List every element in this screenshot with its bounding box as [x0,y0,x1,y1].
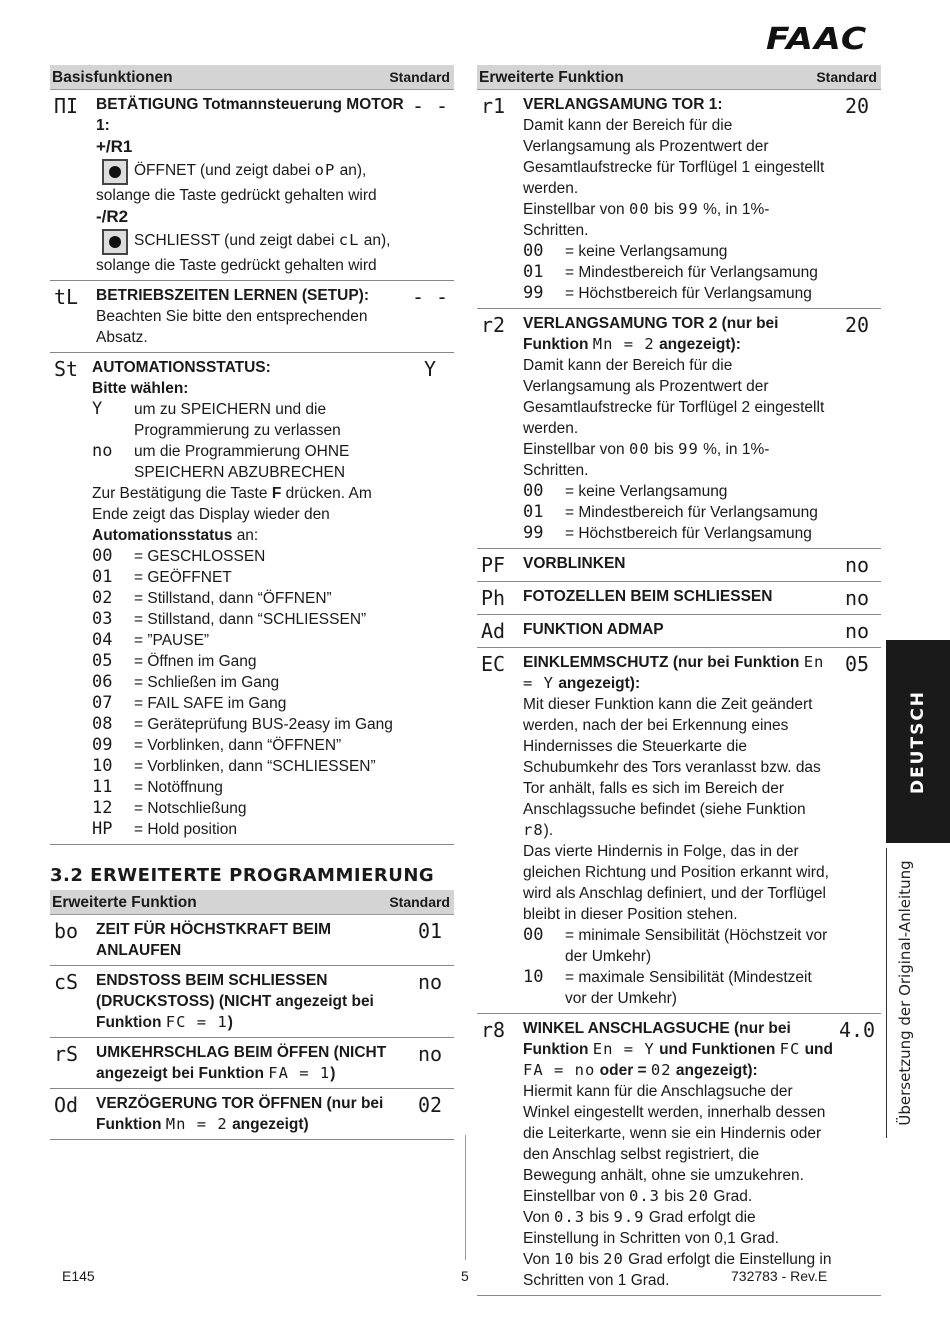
display-code: FA = 1 [268,1064,331,1082]
option-code: 00 [523,925,544,945]
function-subtitle: Bitte wählen: [92,380,189,397]
range-text: bis [653,441,674,458]
option-code: 03 [92,609,113,629]
function-title-end: ) [330,1065,336,1082]
option-text: = keine Verlangsamung [565,243,728,260]
function-title: VERLANGSAMUNG TOR 1: [523,96,723,113]
page-number: 5 [461,1268,469,1284]
function-text: Damit kann der Bereich für die Verlangsamung als Prozentwert der Gesamtlaufstrecke für Torflügel 1 eingestellt werden. [523,117,825,197]
option-text: = FAIL SAFE im Gang [134,695,287,712]
list-item [92,693,406,714]
key-label-minus: -/R2 [96,207,129,226]
function-title: VERZÖGERUNG TOR ÖFFNEN (nur bei Funktion [96,1095,384,1133]
option-text: = Mindestbereich für Verlangsamung [565,264,818,281]
open-tail: an), solange die Taste gedrückt gehalten wird [96,162,377,204]
option-code: 12 [92,798,113,818]
option-text: um die Programmierung OHNE SPEICHERN ABZUBRECHEN [134,443,350,481]
option-list [523,925,833,1009]
list-item [92,798,406,819]
display-code: 99 [678,440,699,458]
option-code: 08 [92,714,113,734]
table-row-pf [477,549,881,582]
range-text: Einstellbar von [523,441,625,458]
function-title: AUTOMATIONSSTATUS: [92,359,271,376]
confirm-text: drücken. Am Ende zeigt das Display wieder den [92,485,372,523]
display-code: Mn = 2 [165,1115,228,1133]
column-divider [465,1135,466,1260]
display-code: 99 [678,200,699,218]
table-header [477,65,881,90]
range-text: Grad erfolgt die Einstellung in Schritten von 0,1 Grad. [523,1209,779,1247]
function-code: PF [481,553,506,577]
option-code: 00 [523,481,544,501]
range-text: %, in 1%-Schritten. [523,441,770,479]
option-code: 07 [92,693,113,713]
header-standard: Standard [389,68,450,85]
range-text: Einstellbar von [523,1188,625,1205]
function-text: Beachten Sie bitte den entsprechenden Absatz. [96,308,368,346]
option-text: = Hold position [134,821,237,838]
option-text: = Stillstand, dann “ÖFFNEN” [134,590,332,607]
list-item [523,502,833,523]
display-code: r8 [523,821,544,839]
left-column [50,65,454,1140]
display-code: cL [338,231,360,250]
table-row-ph [477,582,881,615]
range-text: Von [523,1209,550,1226]
table-header [50,65,454,90]
option-code: 09 [92,735,113,755]
option-code: 00 [523,241,544,261]
range-text: bis [664,1188,685,1205]
function-code: Ad [481,619,506,643]
display-code: oP [314,161,336,180]
function-title: WINKEL ANSCHLAGSUCHE (nur bei Funktion [523,1020,791,1058]
function-code: Od [54,1093,79,1117]
key-f: F [271,485,282,502]
close-text: SCHLIESST (und zeigt dabei [134,232,335,250]
standard-value: 02 [417,1093,443,1117]
option-code: 01 [92,567,113,587]
display-code: 00 [628,200,650,218]
option-text: = maximale Sensibilität (Mindestzeit vor der Umkehr) [565,969,812,1007]
function-title: oder = [599,1062,647,1079]
table-row-r8 [477,1014,881,1296]
range-text: bis [589,1209,610,1226]
function-title-end: angezeigt): [659,336,741,353]
display-code: Mn = 2 [592,335,655,353]
function-title: FUNKTION ADMAP [523,621,664,638]
display-code: FA = no [523,1061,596,1079]
range-text: bis [653,201,674,218]
function-text-end: ). [543,822,554,839]
function-title: BETÄTIGUNG Totmannsteuerung MOTOR 1: [96,96,404,134]
function-code: bo [54,919,79,943]
table-row-r2 [477,309,881,549]
section-heading: 3.2 ERWEITERTE PROGRAMMIERUNG [50,865,435,886]
open-text: ÖFFNET (und zeigt dabei [134,162,311,180]
standard-value: no [417,970,443,994]
function-title: und Funktionen [659,1041,776,1058]
list-item [92,672,406,693]
header-standard: Standard [816,68,877,85]
function-code: Ph [481,586,506,610]
table-row-ec [477,648,881,1014]
display-code: 00 [628,440,650,458]
option-text: = Geräteprüfung BUS-2easy im Gang [134,716,393,733]
list-item [92,546,406,567]
footer-revision: 732783 - Rev.E [731,1268,828,1284]
standard-value: Y [423,357,437,381]
function-text: Hiermit kann für die Anschlagsuche der Winkel eingestellt werden, innerhalb dessen die Leiterkarte, wenn sie ein Hindernis oder den Anschlag selbst registriert, die Bewegung anhält, ohne sie umzukehren. [523,1083,826,1184]
confirm-text: an: [236,527,259,544]
range-text: bis [579,1251,599,1268]
standard-value: 05 [844,652,870,676]
list-item [92,777,406,798]
option-text: = Schließen im Gang [134,674,280,691]
standard-value: 4.0 [838,1018,876,1042]
option-code: 10 [92,756,113,776]
option-text: = Mindestbereich für Verlangsamung [565,504,818,521]
function-code: r1 [481,94,506,118]
display-code: 20 [603,1250,624,1268]
option-text: = Notöffnung [134,779,223,796]
language-tab [886,640,950,843]
function-title-end: angezeigt) [232,1116,309,1133]
list-item [92,588,406,609]
table-row-bo [50,915,454,966]
list-item [523,523,833,544]
function-title: FOTOZELLEN BEIM SCHLIESSEN [523,588,773,605]
standard-value: no [844,586,870,610]
option-text: = Höchstbereich für Verlangsamung [565,285,812,302]
option-code: 11 [92,777,113,797]
table-header [50,890,454,915]
standard-value: - - [411,94,449,118]
display-code: 20 [688,1187,710,1205]
function-title: EINKLEMMSCHUTZ (nur bei Funktion [523,654,800,671]
right-column [477,65,881,1296]
option-code: 00 [92,546,113,566]
list-item [523,925,833,967]
display-code: 0.3 [554,1208,586,1226]
option-code: 01 [523,502,544,522]
header-title: Erweiterte Funktion [52,893,197,911]
header-standard: Standard [389,893,450,910]
list-item [523,481,833,502]
header-title: Basisfunktionen [52,68,173,86]
function-text: Mit dieser Funktion kann die Zeit geändert werden, nach der bei Erkennung eines Hindernisses die Steuerkarte die Schubumkehr des Tors veranlasst bzw. das Tor anhält, falls es sich im Bereich der Anschlagssuche befindet (siehe Funktion [523,696,821,818]
standard-value: 01 [417,919,443,943]
confirm-bold: Automationsstatus [92,527,233,544]
push-button-icon [102,159,128,185]
key-label-plus: +/R1 [96,137,133,156]
option-text: = Vorblinken, dann “SCHLIESSEN” [134,758,376,775]
table-row-cs [50,966,454,1038]
option-text: = Stillstand, dann “SCHLIESSEN” [134,611,367,628]
display-code: 02 [650,1061,672,1079]
option-code: 05 [92,651,113,671]
status-list [92,546,406,840]
display-code: FC = 1 [165,1013,228,1031]
function-code: tL [54,285,79,309]
function-title-end: angezeigt): [558,675,641,692]
standard-value: 20 [844,94,870,118]
function-title: ZEIT FÜR HÖCHSTKRAFT BEIM ANLAUFEN [96,921,332,959]
function-title: angezeigt): [675,1062,758,1079]
option-text: = Höchstbereich für Verlangsamung [565,525,812,542]
function-title: VERLANGSAMUNG TOR 2 (nur bei Funktion [523,315,779,353]
subtitle-tab [886,848,917,1138]
option-code: Y [92,399,103,419]
standard-value: no [417,1042,443,1066]
list-item [92,651,406,672]
footer-model: E145 [62,1268,95,1284]
option-text: = keine Verlangsamung [565,483,728,500]
option-text: = Notschließung [134,800,247,817]
list-item [523,283,833,304]
list-item [523,241,833,262]
function-code: ΠI [54,94,79,118]
function-code: r2 [481,313,506,337]
confirm-text: Zur Bestätigung die Taste [92,485,268,502]
table-row-ad [477,615,881,648]
function-code: r8 [481,1018,506,1042]
display-code: 0.3 [628,1187,660,1205]
table-row-r1 [477,90,881,309]
function-code: cS [54,970,79,994]
list-item [92,735,406,756]
range-text: Von [523,1251,550,1268]
display-code: En = Y [523,653,825,692]
range-text: Einstellbar von [523,201,625,218]
list-item [92,819,406,840]
function-code: EC [481,652,506,676]
function-title-end: ) [227,1014,233,1031]
table-row-tl [50,281,454,353]
list-item [523,262,833,283]
option-code: 04 [92,630,113,650]
display-code: 9.9 [613,1208,645,1226]
option-text: = GESCHLOSSEN [134,548,266,565]
function-text: Damit kann der Bereich für die Verlangsamung als Prozentwert der Gesamtlaufstrecke für Torflügel 2 eingestellt werden. [523,357,825,437]
display-code: En = Y [592,1040,655,1058]
standard-value: 20 [844,313,870,337]
subtitle-label: Übersetzung der Original-Anleitung [896,860,914,1126]
list-item [92,567,406,588]
table-row-m1 [50,90,454,281]
list-item [92,756,406,777]
option-code: 99 [523,523,544,543]
list-item [523,967,833,1009]
function-title: ENDSTOSS BEIM SCHLIESSEN (DRUCKSTOSS) (NICHT angezeigt bei Funktion [96,972,374,1031]
function-title: und [804,1041,833,1058]
standard-value: no [844,619,870,643]
table-row-od [50,1089,454,1140]
list-item [92,609,406,630]
option-code: 10 [523,967,544,987]
option-code: 02 [92,588,113,608]
close-tail: an), solange die Taste gedrückt gehalten wird [96,232,391,274]
standard-value: no [844,553,870,577]
function-text: Das vierte Hindernis in Folge, das in der gleichen Richtung und Position erkannt wird, wird als Anschlag definiert, und der Torflügel bleibt in dieser Position stehen. [523,843,829,923]
range-text: Grad erfolgt die Einstellung in Schritten von 1 Grad. [523,1251,832,1289]
range-text: %, in 1%-Schritten. [523,201,770,239]
option-code: 01 [523,262,544,282]
option-text: = GEÖFFNET [134,569,232,586]
range-text: Grad. [713,1188,753,1205]
function-title: VORBLINKEN [523,555,626,572]
standard-value: - - [411,285,449,309]
table-row-st [50,353,454,845]
function-code: St [54,357,79,381]
list-item [92,630,406,651]
push-button-icon [102,229,128,255]
function-code: rS [54,1042,79,1066]
faac-logo: FAAC [766,22,868,57]
language-label: DEUTSCH [908,689,928,794]
display-code: 10 [554,1250,575,1268]
option-text: = Vorblinken, dann “ÖFFNEN” [134,737,342,754]
function-title: UMKEHRSCHLAG BEIM ÖFFEN (NICHT angezeigt bei Funktion [96,1044,387,1082]
option-code: no [92,441,113,461]
option-code: HP [92,819,113,839]
display-code: FC [779,1040,801,1058]
option-list [523,241,833,304]
option-code: 06 [92,672,113,692]
option-list [523,481,833,544]
table-row-rs [50,1038,454,1089]
option-text: = Öffnen im Gang [134,653,257,670]
option-text: = ”PAUSE” [134,632,210,649]
list-item [92,714,406,735]
option-text: = minimale Sensibilität (Höchstzeit vor der Umkehr) [565,927,828,965]
header-title: Erweiterte Funktion [479,68,624,86]
function-title: BETRIEBSZEITEN LERNEN (SETUP): [96,287,369,304]
option-text: um zu SPEICHERN und die Programmierung zu verlassen [134,401,341,439]
option-code: 99 [523,283,544,303]
